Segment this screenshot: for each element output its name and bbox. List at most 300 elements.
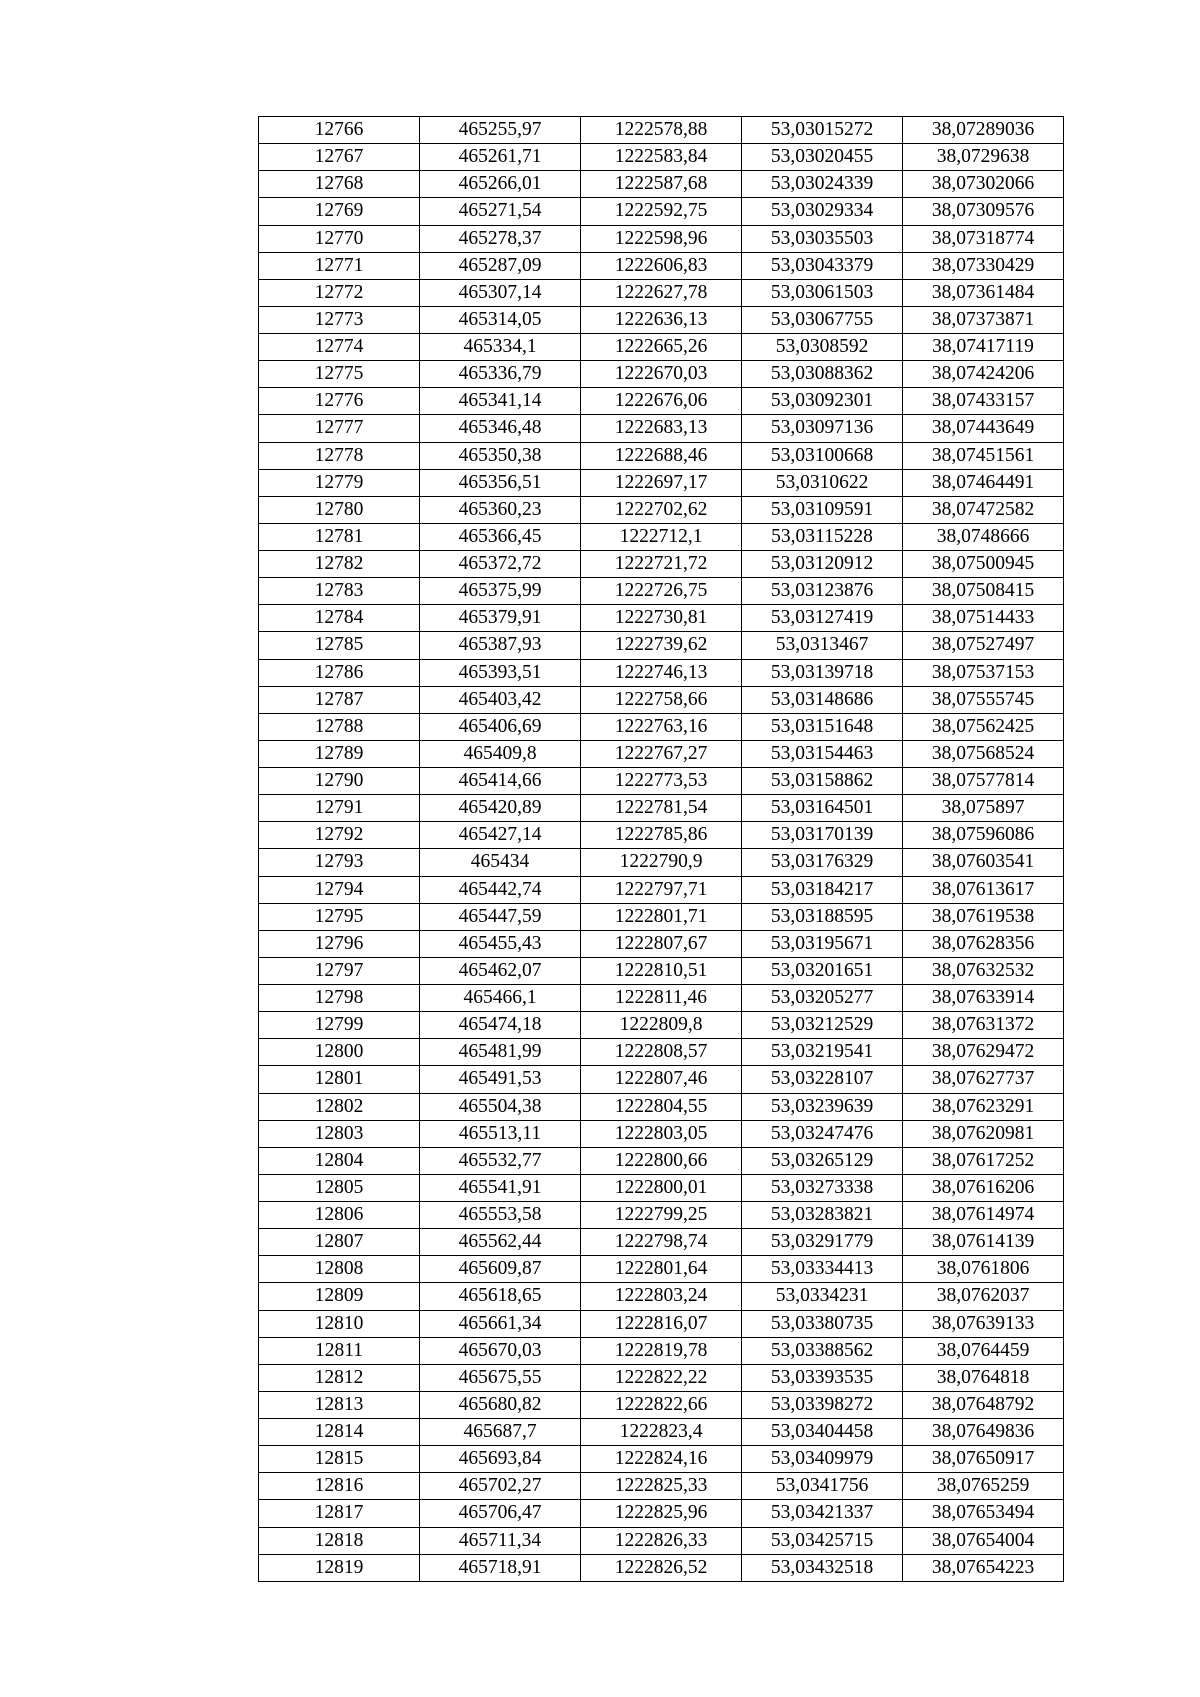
x-coordinate-cell: 465387,93 <box>420 632 581 659</box>
latitude-cell: 53,03201651 <box>742 957 903 984</box>
table-row <box>259 279 1064 306</box>
x-coordinate-cell: 465350,38 <box>420 442 581 469</box>
latitude-cell: 53,03409979 <box>742 1446 903 1473</box>
latitude-cell: 53,03024339 <box>742 171 903 198</box>
table-row <box>259 496 1064 523</box>
x-coordinate-cell: 465420,89 <box>420 795 581 822</box>
x-coordinate-cell: 465278,37 <box>420 225 581 252</box>
table-row <box>259 659 1064 686</box>
point-number-cell: 12791 <box>259 795 420 822</box>
latitude-cell: 53,03432518 <box>742 1554 903 1581</box>
y-coordinate-cell: 1222799,25 <box>581 1202 742 1229</box>
latitude-cell: 53,03219541 <box>742 1039 903 1066</box>
x-coordinate-cell: 465375,99 <box>420 578 581 605</box>
y-coordinate-cell: 1222790,9 <box>581 849 742 876</box>
x-coordinate-cell: 465466,1 <box>420 985 581 1012</box>
point-number-cell: 12771 <box>259 252 420 279</box>
longitude-cell: 38,07302066 <box>903 171 1064 198</box>
longitude-cell: 38,07577814 <box>903 768 1064 795</box>
x-coordinate-cell: 465706,47 <box>420 1500 581 1527</box>
x-coordinate-cell: 465287,09 <box>420 252 581 279</box>
x-coordinate-cell: 465711,34 <box>420 1527 581 1554</box>
x-coordinate-cell: 465261,71 <box>420 144 581 171</box>
y-coordinate-cell: 1222807,67 <box>581 930 742 957</box>
longitude-cell: 38,07361484 <box>903 279 1064 306</box>
table-row <box>259 388 1064 415</box>
y-coordinate-cell: 1222825,96 <box>581 1500 742 1527</box>
point-number-cell: 12810 <box>259 1310 420 1337</box>
y-coordinate-cell: 1222801,71 <box>581 903 742 930</box>
latitude-cell: 53,03398272 <box>742 1391 903 1418</box>
x-coordinate-cell: 465718,91 <box>420 1554 581 1581</box>
table-row <box>259 469 1064 496</box>
y-coordinate-cell: 1222746,13 <box>581 659 742 686</box>
point-number-cell: 12776 <box>259 388 420 415</box>
x-coordinate-cell: 465307,14 <box>420 279 581 306</box>
point-number-cell: 12814 <box>259 1419 420 1446</box>
x-coordinate-cell: 465434 <box>420 849 581 876</box>
point-number-cell: 12772 <box>259 279 420 306</box>
longitude-cell: 38,0748666 <box>903 523 1064 550</box>
latitude-cell: 53,03029334 <box>742 198 903 225</box>
point-number-cell: 12783 <box>259 578 420 605</box>
x-coordinate-cell: 465379,91 <box>420 605 581 632</box>
point-number-cell: 12769 <box>259 198 420 225</box>
point-number-cell: 12773 <box>259 306 420 333</box>
latitude-cell: 53,03239639 <box>742 1093 903 1120</box>
y-coordinate-cell: 1222781,54 <box>581 795 742 822</box>
latitude-cell: 53,03120912 <box>742 551 903 578</box>
latitude-cell: 53,03195671 <box>742 930 903 957</box>
point-number-cell: 12789 <box>259 740 420 767</box>
longitude-cell: 38,07417119 <box>903 334 1064 361</box>
point-number-cell: 12808 <box>259 1256 420 1283</box>
longitude-cell: 38,07613617 <box>903 876 1064 903</box>
table-row <box>259 1256 1064 1283</box>
x-coordinate-cell: 465393,51 <box>420 659 581 686</box>
table-row <box>259 1174 1064 1201</box>
y-coordinate-cell: 1222807,46 <box>581 1066 742 1093</box>
x-coordinate-cell: 465455,43 <box>420 930 581 957</box>
latitude-cell: 53,0313467 <box>742 632 903 659</box>
longitude-cell: 38,07629472 <box>903 1039 1064 1066</box>
longitude-cell: 38,07654223 <box>903 1554 1064 1581</box>
longitude-cell: 38,07633914 <box>903 985 1064 1012</box>
y-coordinate-cell: 1222598,96 <box>581 225 742 252</box>
point-number-cell: 12782 <box>259 551 420 578</box>
y-coordinate-cell: 1222726,75 <box>581 578 742 605</box>
y-coordinate-cell: 1222587,68 <box>581 171 742 198</box>
y-coordinate-cell: 1222816,07 <box>581 1310 742 1337</box>
latitude-cell: 53,03127419 <box>742 605 903 632</box>
point-number-cell: 12801 <box>259 1066 420 1093</box>
table-row <box>259 686 1064 713</box>
longitude-cell: 38,07596086 <box>903 822 1064 849</box>
latitude-cell: 53,03067755 <box>742 306 903 333</box>
table-row <box>259 876 1064 903</box>
table-row <box>259 334 1064 361</box>
point-number-cell: 12768 <box>259 171 420 198</box>
latitude-cell: 53,03035503 <box>742 225 903 252</box>
table-row <box>259 1500 1064 1527</box>
table-row <box>259 1310 1064 1337</box>
y-coordinate-cell: 1222578,88 <box>581 117 742 144</box>
y-coordinate-cell: 1222785,86 <box>581 822 742 849</box>
y-coordinate-cell: 1222688,46 <box>581 442 742 469</box>
point-number-cell: 12792 <box>259 822 420 849</box>
latitude-cell: 53,03061503 <box>742 279 903 306</box>
y-coordinate-cell: 1222801,64 <box>581 1256 742 1283</box>
y-coordinate-cell: 1222798,74 <box>581 1229 742 1256</box>
y-coordinate-cell: 1222676,06 <box>581 388 742 415</box>
point-number-cell: 12786 <box>259 659 420 686</box>
latitude-cell: 53,03393535 <box>742 1364 903 1391</box>
y-coordinate-cell: 1222697,17 <box>581 469 742 496</box>
longitude-cell: 38,07614139 <box>903 1229 1064 1256</box>
table-row <box>259 442 1064 469</box>
point-number-cell: 12784 <box>259 605 420 632</box>
point-number-cell: 12794 <box>259 876 420 903</box>
table-row <box>259 1446 1064 1473</box>
longitude-cell: 38,07603541 <box>903 849 1064 876</box>
x-coordinate-cell: 465532,77 <box>420 1147 581 1174</box>
longitude-cell: 38,07433157 <box>903 388 1064 415</box>
longitude-cell: 38,07627737 <box>903 1066 1064 1093</box>
latitude-cell: 53,03176329 <box>742 849 903 876</box>
y-coordinate-cell: 1222822,66 <box>581 1391 742 1418</box>
x-coordinate-cell: 465372,72 <box>420 551 581 578</box>
y-coordinate-cell: 1222636,13 <box>581 306 742 333</box>
latitude-cell: 53,03151648 <box>742 713 903 740</box>
y-coordinate-cell: 1222683,13 <box>581 415 742 442</box>
point-number-cell: 12806 <box>259 1202 420 1229</box>
point-number-cell: 12778 <box>259 442 420 469</box>
y-coordinate-cell: 1222702,62 <box>581 496 742 523</box>
y-coordinate-cell: 1222758,66 <box>581 686 742 713</box>
x-coordinate-cell: 465346,48 <box>420 415 581 442</box>
longitude-cell: 38,0729638 <box>903 144 1064 171</box>
longitude-cell: 38,07373871 <box>903 306 1064 333</box>
table-row <box>259 306 1064 333</box>
longitude-cell: 38,07330429 <box>903 252 1064 279</box>
longitude-cell: 38,07614974 <box>903 1202 1064 1229</box>
point-number-cell: 12800 <box>259 1039 420 1066</box>
point-number-cell: 12818 <box>259 1527 420 1554</box>
longitude-cell: 38,07472582 <box>903 496 1064 523</box>
table-row <box>259 957 1064 984</box>
point-number-cell: 12788 <box>259 713 420 740</box>
table-row <box>259 1527 1064 1554</box>
x-coordinate-cell: 465562,44 <box>420 1229 581 1256</box>
longitude-cell: 38,07500945 <box>903 551 1064 578</box>
x-coordinate-cell: 465687,7 <box>420 1419 581 1446</box>
latitude-cell: 53,03188595 <box>742 903 903 930</box>
table-row <box>259 1419 1064 1446</box>
y-coordinate-cell: 1222823,4 <box>581 1419 742 1446</box>
point-number-cell: 12795 <box>259 903 420 930</box>
latitude-cell: 53,03043379 <box>742 252 903 279</box>
latitude-cell: 53,03109591 <box>742 496 903 523</box>
latitude-cell: 53,03115228 <box>742 523 903 550</box>
longitude-cell: 38,07631372 <box>903 1012 1064 1039</box>
point-number-cell: 12799 <box>259 1012 420 1039</box>
x-coordinate-cell: 465481,99 <box>420 1039 581 1066</box>
x-coordinate-cell: 465336,79 <box>420 361 581 388</box>
table-row <box>259 713 1064 740</box>
y-coordinate-cell: 1222819,78 <box>581 1337 742 1364</box>
point-number-cell: 12785 <box>259 632 420 659</box>
x-coordinate-cell: 465675,55 <box>420 1364 581 1391</box>
x-coordinate-cell: 465266,01 <box>420 171 581 198</box>
longitude-cell: 38,07619538 <box>903 903 1064 930</box>
point-number-cell: 12766 <box>259 117 420 144</box>
point-number-cell: 12767 <box>259 144 420 171</box>
y-coordinate-cell: 1222730,81 <box>581 605 742 632</box>
y-coordinate-cell: 1222800,66 <box>581 1147 742 1174</box>
y-coordinate-cell: 1222825,33 <box>581 1473 742 1500</box>
latitude-cell: 53,03228107 <box>742 1066 903 1093</box>
point-number-cell: 12809 <box>259 1283 420 1310</box>
point-number-cell: 12790 <box>259 768 420 795</box>
y-coordinate-cell: 1222826,33 <box>581 1527 742 1554</box>
longitude-cell: 38,07653494 <box>903 1500 1064 1527</box>
table-row <box>259 1364 1064 1391</box>
latitude-cell: 53,03205277 <box>742 985 903 1012</box>
y-coordinate-cell: 1222606,83 <box>581 252 742 279</box>
longitude-cell: 38,07623291 <box>903 1093 1064 1120</box>
point-number-cell: 12797 <box>259 957 420 984</box>
x-coordinate-cell: 465334,1 <box>420 334 581 361</box>
longitude-cell: 38,0764818 <box>903 1364 1064 1391</box>
y-coordinate-cell: 1222824,16 <box>581 1446 742 1473</box>
y-coordinate-cell: 1222670,03 <box>581 361 742 388</box>
x-coordinate-cell: 465360,23 <box>420 496 581 523</box>
latitude-cell: 53,03334413 <box>742 1256 903 1283</box>
longitude-cell: 38,07424206 <box>903 361 1064 388</box>
point-number-cell: 12804 <box>259 1147 420 1174</box>
table-row <box>259 361 1064 388</box>
longitude-cell: 38,07639133 <box>903 1310 1064 1337</box>
point-number-cell: 12770 <box>259 225 420 252</box>
latitude-cell: 53,03425715 <box>742 1527 903 1554</box>
table-row <box>259 1391 1064 1418</box>
table-row <box>259 822 1064 849</box>
table-row <box>259 198 1064 225</box>
latitude-cell: 53,03097136 <box>742 415 903 442</box>
longitude-cell: 38,07617252 <box>903 1147 1064 1174</box>
x-coordinate-cell: 465356,51 <box>420 469 581 496</box>
x-coordinate-cell: 465541,91 <box>420 1174 581 1201</box>
x-coordinate-cell: 465447,59 <box>420 903 581 930</box>
longitude-cell: 38,07628356 <box>903 930 1064 957</box>
latitude-cell: 53,03265129 <box>742 1147 903 1174</box>
y-coordinate-cell: 1222763,16 <box>581 713 742 740</box>
table-row <box>259 551 1064 578</box>
table-row <box>259 632 1064 659</box>
latitude-cell: 53,03148686 <box>742 686 903 713</box>
latitude-cell: 53,03123876 <box>742 578 903 605</box>
y-coordinate-cell: 1222803,24 <box>581 1283 742 1310</box>
x-coordinate-cell: 465553,58 <box>420 1202 581 1229</box>
table-row <box>259 605 1064 632</box>
x-coordinate-cell: 465442,74 <box>420 876 581 903</box>
point-number-cell: 12787 <box>259 686 420 713</box>
table-row <box>259 1147 1064 1174</box>
point-number-cell: 12803 <box>259 1120 420 1147</box>
table-row <box>259 523 1064 550</box>
table-row <box>259 1554 1064 1581</box>
longitude-cell: 38,0765259 <box>903 1473 1064 1500</box>
table-row <box>259 225 1064 252</box>
longitude-cell: 38,0762037 <box>903 1283 1064 1310</box>
y-coordinate-cell: 1222809,8 <box>581 1012 742 1039</box>
table-row <box>259 1012 1064 1039</box>
point-number-cell: 12805 <box>259 1174 420 1201</box>
x-coordinate-cell: 465618,65 <box>420 1283 581 1310</box>
latitude-cell: 53,03100668 <box>742 442 903 469</box>
latitude-cell: 53,0310622 <box>742 469 903 496</box>
latitude-cell: 53,03020455 <box>742 144 903 171</box>
latitude-cell: 53,03421337 <box>742 1500 903 1527</box>
longitude-cell: 38,07616206 <box>903 1174 1064 1201</box>
table-row <box>259 1120 1064 1147</box>
table-row <box>259 768 1064 795</box>
table-row <box>259 740 1064 767</box>
latitude-cell: 53,0308592 <box>742 334 903 361</box>
y-coordinate-cell: 1222767,27 <box>581 740 742 767</box>
latitude-cell: 53,03380735 <box>742 1310 903 1337</box>
table-row <box>259 1283 1064 1310</box>
x-coordinate-cell: 465661,34 <box>420 1310 581 1337</box>
x-coordinate-cell: 465341,14 <box>420 388 581 415</box>
point-number-cell: 12816 <box>259 1473 420 1500</box>
x-coordinate-cell: 465403,42 <box>420 686 581 713</box>
x-coordinate-cell: 465366,45 <box>420 523 581 550</box>
y-coordinate-cell: 1222665,26 <box>581 334 742 361</box>
longitude-cell: 38,075897 <box>903 795 1064 822</box>
latitude-cell: 53,0341756 <box>742 1473 903 1500</box>
coordinates-table <box>258 116 1064 1582</box>
table-row <box>259 930 1064 957</box>
point-number-cell: 12774 <box>259 334 420 361</box>
latitude-cell: 53,03273338 <box>742 1174 903 1201</box>
y-coordinate-cell: 1222773,53 <box>581 768 742 795</box>
longitude-cell: 38,07527497 <box>903 632 1064 659</box>
point-number-cell: 12812 <box>259 1364 420 1391</box>
longitude-cell: 38,07318774 <box>903 225 1064 252</box>
latitude-cell: 53,03015272 <box>742 117 903 144</box>
x-coordinate-cell: 465255,97 <box>420 117 581 144</box>
latitude-cell: 53,03170139 <box>742 822 903 849</box>
table-row <box>259 171 1064 198</box>
latitude-cell: 53,03283821 <box>742 1202 903 1229</box>
point-number-cell: 12807 <box>259 1229 420 1256</box>
point-number-cell: 12780 <box>259 496 420 523</box>
longitude-cell: 38,07514433 <box>903 605 1064 632</box>
y-coordinate-cell: 1222797,71 <box>581 876 742 903</box>
x-coordinate-cell: 465702,27 <box>420 1473 581 1500</box>
longitude-cell: 38,07555745 <box>903 686 1064 713</box>
table-row <box>259 117 1064 144</box>
y-coordinate-cell: 1222583,84 <box>581 144 742 171</box>
table-row <box>259 985 1064 1012</box>
longitude-cell: 38,07443649 <box>903 415 1064 442</box>
y-coordinate-cell: 1222804,55 <box>581 1093 742 1120</box>
point-number-cell: 12802 <box>259 1093 420 1120</box>
latitude-cell: 53,03388562 <box>742 1337 903 1364</box>
point-number-cell: 12811 <box>259 1337 420 1364</box>
longitude-cell: 38,07289036 <box>903 117 1064 144</box>
latitude-cell: 53,03212529 <box>742 1012 903 1039</box>
y-coordinate-cell: 1222592,75 <box>581 198 742 225</box>
point-number-cell: 12813 <box>259 1391 420 1418</box>
latitude-cell: 53,03291779 <box>742 1229 903 1256</box>
longitude-cell: 38,07309576 <box>903 198 1064 225</box>
x-coordinate-cell: 465693,84 <box>420 1446 581 1473</box>
point-number-cell: 12798 <box>259 985 420 1012</box>
point-number-cell: 12777 <box>259 415 420 442</box>
point-number-cell: 12781 <box>259 523 420 550</box>
x-coordinate-cell: 465491,53 <box>420 1066 581 1093</box>
longitude-cell: 38,07451561 <box>903 442 1064 469</box>
table-row <box>259 1202 1064 1229</box>
point-number-cell: 12817 <box>259 1500 420 1527</box>
x-coordinate-cell: 465680,82 <box>420 1391 581 1418</box>
table-row <box>259 903 1064 930</box>
longitude-cell: 38,07654004 <box>903 1527 1064 1554</box>
y-coordinate-cell: 1222627,78 <box>581 279 742 306</box>
table-row <box>259 795 1064 822</box>
longitude-cell: 38,0761806 <box>903 1256 1064 1283</box>
y-coordinate-cell: 1222810,51 <box>581 957 742 984</box>
longitude-cell: 38,07620981 <box>903 1120 1064 1147</box>
table-row <box>259 1039 1064 1066</box>
table-row <box>259 1473 1064 1500</box>
y-coordinate-cell: 1222803,05 <box>581 1120 742 1147</box>
table-row <box>259 415 1064 442</box>
y-coordinate-cell: 1222822,22 <box>581 1364 742 1391</box>
longitude-cell: 38,07537153 <box>903 659 1064 686</box>
x-coordinate-cell: 465271,54 <box>420 198 581 225</box>
x-coordinate-cell: 465504,38 <box>420 1093 581 1120</box>
x-coordinate-cell: 465409,8 <box>420 740 581 767</box>
x-coordinate-cell: 465609,87 <box>420 1256 581 1283</box>
x-coordinate-cell: 465670,03 <box>420 1337 581 1364</box>
longitude-cell: 38,07648792 <box>903 1391 1064 1418</box>
x-coordinate-cell: 465513,11 <box>420 1120 581 1147</box>
latitude-cell: 53,03154463 <box>742 740 903 767</box>
point-number-cell: 12779 <box>259 469 420 496</box>
y-coordinate-cell: 1222739,62 <box>581 632 742 659</box>
latitude-cell: 53,03404458 <box>742 1419 903 1446</box>
latitude-cell: 53,03088362 <box>742 361 903 388</box>
longitude-cell: 38,07464491 <box>903 469 1064 496</box>
longitude-cell: 38,07649836 <box>903 1419 1064 1446</box>
table-row <box>259 252 1064 279</box>
longitude-cell: 38,07632532 <box>903 957 1064 984</box>
point-number-cell: 12815 <box>259 1446 420 1473</box>
longitude-cell: 38,07508415 <box>903 578 1064 605</box>
table-row <box>259 849 1064 876</box>
latitude-cell: 53,03092301 <box>742 388 903 415</box>
table-row <box>259 1337 1064 1364</box>
longitude-cell: 38,0764459 <box>903 1337 1064 1364</box>
point-number-cell: 12796 <box>259 930 420 957</box>
table-body <box>259 117 1064 1582</box>
y-coordinate-cell: 1222811,46 <box>581 985 742 1012</box>
x-coordinate-cell: 465474,18 <box>420 1012 581 1039</box>
y-coordinate-cell: 1222800,01 <box>581 1174 742 1201</box>
